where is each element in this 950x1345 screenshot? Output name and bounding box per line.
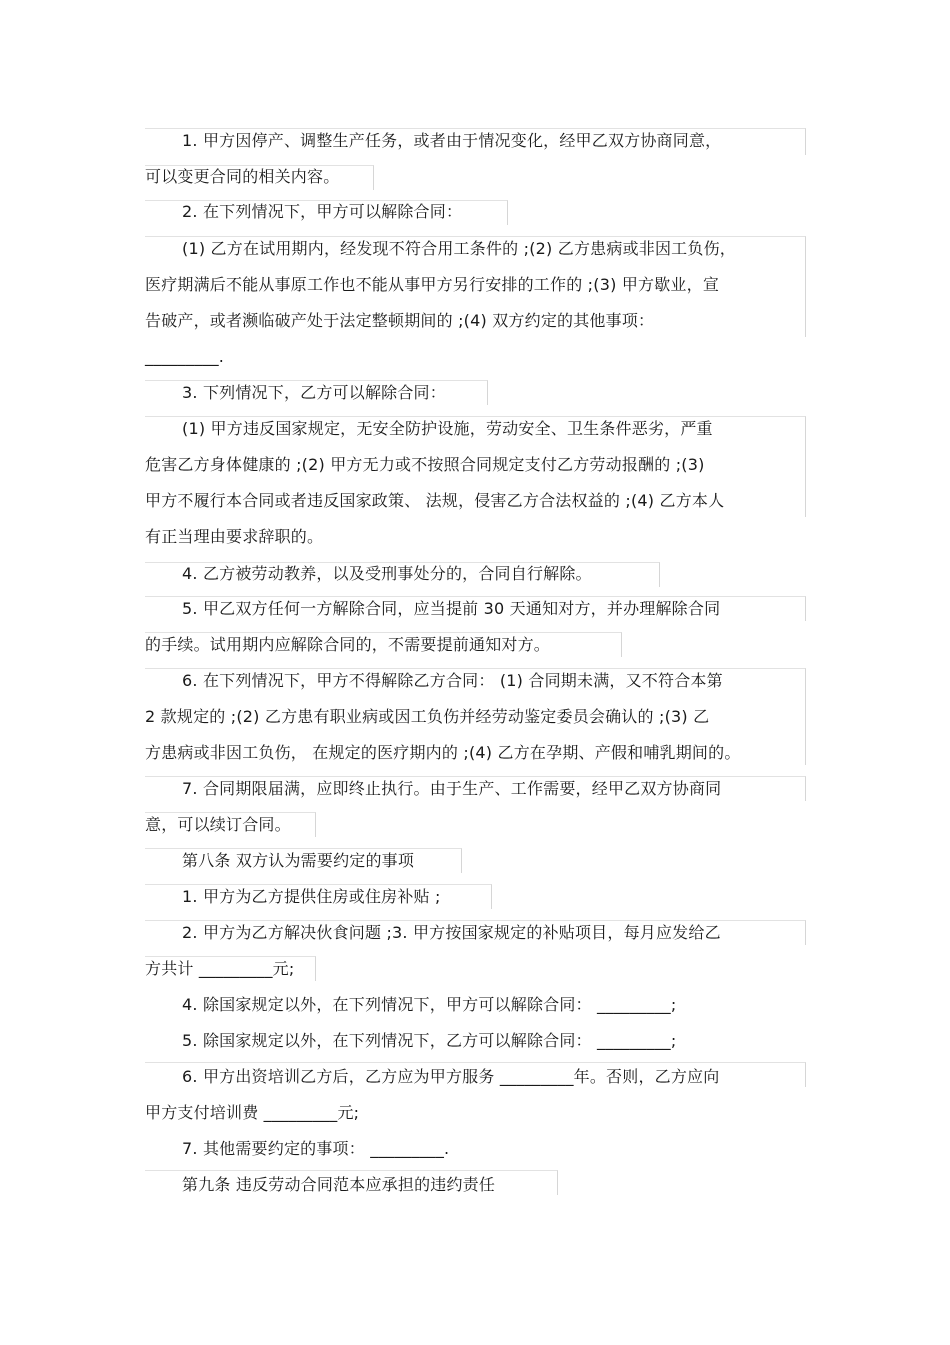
- text-line: 7. 其他需要约定的事项： _________.: [182, 1139, 450, 1158]
- article-heading: 第八条 双方认为需要约定的事项: [182, 851, 415, 870]
- text-line: 医疗期满后不能从事原工作也不能从事甲方另行安排的工作的 ;(3) 甲方歇业，宣: [145, 275, 720, 294]
- text-line: 1. 甲方因停产、调整生产任务，或者由于情况变化，经甲乙双方协商同意，: [182, 131, 722, 150]
- text-line: 的手续。试用期内应解除合同的，不需要提前通知对方。: [145, 635, 551, 654]
- text-line: 告破产，或者濒临破产处于法定整顿期间的 ;(4) 双方约定的其他事项：: [145, 311, 655, 330]
- text-line: 2. 在下列情况下，甲方可以解除合同：: [182, 202, 463, 221]
- text-line: 3. 下列情况下，乙方可以解除合同：: [182, 383, 446, 402]
- text-line: 有正当理由要求辞职的。: [145, 527, 324, 546]
- text-line: 1. 甲方为乙方提供住房或住房补贴 ;: [182, 887, 441, 906]
- text-line: 5. 甲乙双方任何一方解除合同，应当提前 30 天通知对方，并办理解除合同: [182, 599, 721, 618]
- text-line: (1) 乙方在试用期内，经发现不符合用工条件的 ;(2) 乙方患病或非因工负伤，: [182, 239, 736, 258]
- text-line: 4. 乙方被劳动教养，以及受刑事处分的，合同自行解除。: [182, 564, 592, 583]
- text-line: 意，可以续订合同。: [145, 815, 291, 834]
- text-line: 4. 除国家规定以外，在下列情况下，甲方可以解除合同： _________;: [182, 995, 677, 1014]
- text-line: 甲方支付培训费 _________元;: [145, 1103, 360, 1122]
- text-line: 6. 在下列情况下，甲方不得解除乙方合同： (1) 合同期未满，又不符合本第: [182, 671, 723, 690]
- text-line: 方共计 _________元;: [145, 959, 295, 978]
- text-line: 方患病或非因工负伤， 在规定的医疗期内的 ;(4) 乙方在孕期、产假和哺乳期间的。: [145, 743, 741, 762]
- text-line: 甲方不履行本合同或者违反国家政策、 法规，侵害乙方合法权益的 ;(4) 乙方本人: [145, 491, 725, 510]
- text-line: 危害乙方身体健康的 ;(2) 甲方无力或不按照合同规定支付乙方劳动报酬的 ;(3): [145, 455, 705, 474]
- text-line: 2. 甲方为乙方解决伙食问题 ;3. 甲方按国家规定的补贴项目，每月应发给乙: [182, 923, 721, 942]
- blank-field: _________.: [145, 347, 225, 366]
- text-line: (1) 甲方违反国家规定，无安全防护设施，劳动安全、卫生条件恶劣，严重: [182, 419, 713, 438]
- text-line: 可以变更合同的相关内容。: [145, 167, 340, 186]
- text-line: 6. 甲方出资培训乙方后，乙方应为甲方服务 _________年。否则，乙方应向: [182, 1067, 720, 1086]
- article-heading: 第九条 违反劳动合同范本应承担的违约责任: [182, 1175, 496, 1194]
- text-line: 5. 除国家规定以外，在下列情况下，乙方可以解除合同： _________;: [182, 1031, 677, 1050]
- text-line: 7. 合同期限届满，应即终止执行。由于生产、工作需要，经甲乙双方协商同: [182, 779, 722, 798]
- text-line: 2 款规定的 ;(2) 乙方患有职业病或因工负伤并经劳动鉴定委员会确认的 ;(3) 乙: [145, 707, 710, 726]
